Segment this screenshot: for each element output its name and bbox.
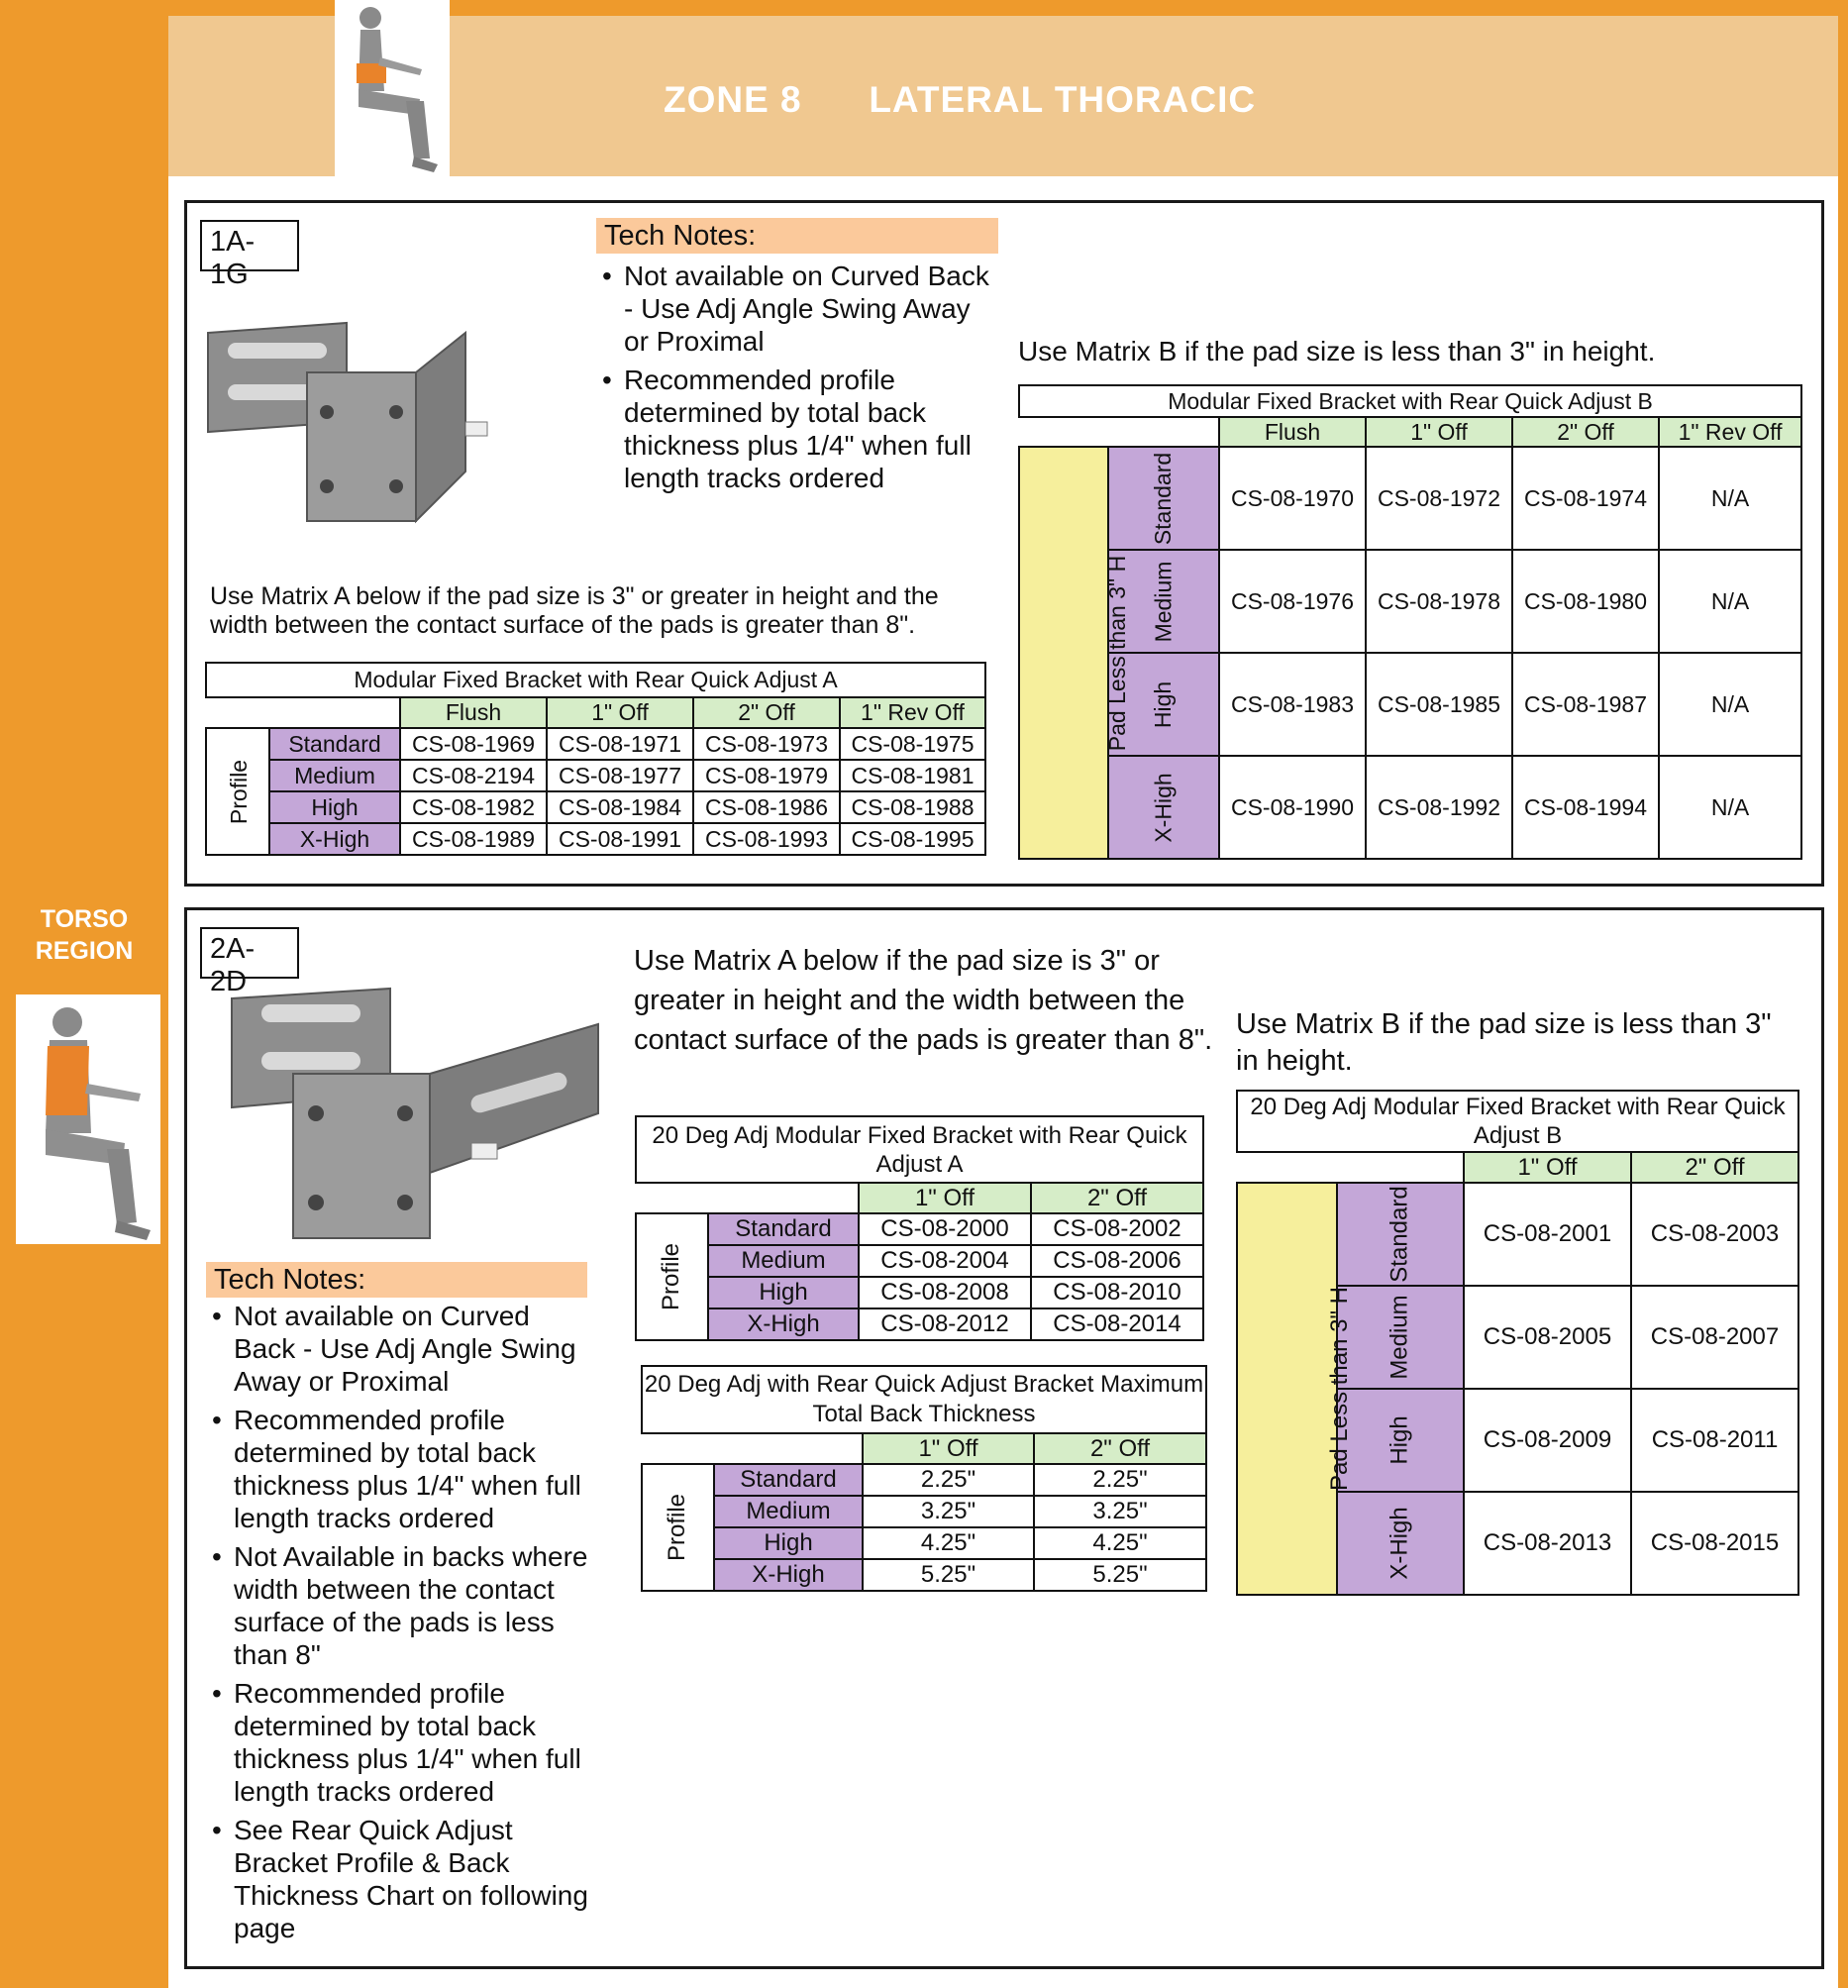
table-title: 20 Deg Adj with Rear Quick Adjust Bracket Maximum Total Back Thickness <box>642 1366 1206 1433</box>
matrix-title: 20 Deg Adj Modular Fixed Bracket with Rear Quick Adjust B <box>1237 1091 1798 1152</box>
tech-note: • Not available on Curved Back - Use Adj Angle Swing Away or Proximal <box>212 1300 588 1398</box>
back-thickness-table <box>641 1365 1207 1592</box>
row-group-label: Pad Less than 3" H <box>1237 1183 1337 1595</box>
part-number-cell: CS-08-2000 <box>859 1213 1031 1245</box>
column-header: 1" Off <box>863 1433 1034 1464</box>
part-number-cell: CS-08-1991 <box>547 823 693 855</box>
row-group-label: Profile <box>642 1464 714 1591</box>
part-number-cell: CS-08-1982 <box>400 791 547 823</box>
bracket-image <box>222 975 618 1248</box>
row-group-label: Pad Less than 3" H <box>1019 447 1108 859</box>
part-number-cell: CS-08-1970 <box>1219 447 1366 550</box>
column-header: 2" Off <box>1034 1433 1206 1464</box>
part-number-cell: CS-08-1976 <box>1219 550 1366 653</box>
tech-notes-list <box>212 1300 588 1950</box>
matrix-b-table <box>1236 1090 1799 1596</box>
matrix-b-instruction: Use Matrix B if the pad size is less than 3" in height. <box>1236 1008 1772 1077</box>
matrix-b-instruction: Use Matrix B if the pad size is less than 3" in height. <box>1018 336 1656 366</box>
part-number-cell: CS-08-1977 <box>547 760 693 791</box>
part-number-cell: CS-08-1981 <box>840 760 985 791</box>
part-number-cell: CS-08-1984 <box>547 791 693 823</box>
column-header: 2" Off <box>1631 1152 1798 1183</box>
row-label: High <box>708 1277 859 1308</box>
part-number-cell: CS-08-2002 <box>1031 1213 1203 1245</box>
matrix-title: Modular Fixed Bracket with Rear Quick Adjust A <box>206 663 985 697</box>
part-number-cell: CS-08-1992 <box>1366 756 1512 859</box>
part-number-cell: CS-08-2008 <box>859 1277 1031 1308</box>
part-number-cell: CS-08-1972 <box>1366 447 1512 550</box>
column-header: 1" Off <box>1366 417 1512 447</box>
part-number-cell: CS-08-1985 <box>1366 653 1512 756</box>
part-number-cell: CS-08-2009 <box>1464 1389 1631 1492</box>
column-header: 1" Off <box>1464 1152 1631 1183</box>
row-label: Standard <box>269 728 400 760</box>
row-label: X-High <box>714 1559 863 1591</box>
torso-figure-icon <box>16 994 160 1244</box>
part-number-cell: CS-08-2001 <box>1464 1183 1631 1286</box>
row-label: Medium <box>1108 550 1219 653</box>
row-label: High <box>1108 653 1219 756</box>
part-number-cell: CS-08-1988 <box>840 791 985 823</box>
row-label: X-High <box>269 823 400 855</box>
bracket-image <box>198 313 495 531</box>
tech-notes-title: Tech Notes: <box>596 218 998 254</box>
thickness-cell: 3.25" <box>1034 1496 1206 1527</box>
row-label: Standard <box>708 1213 859 1245</box>
row-label: X-High <box>1337 1492 1464 1595</box>
part-number-cell: CS-08-2013 <box>1464 1492 1631 1595</box>
part-number-cell: CS-08-1993 <box>693 823 840 855</box>
part-number-cell: CS-08-1978 <box>1366 550 1512 653</box>
column-header: 2" Off <box>1512 417 1659 447</box>
thickness-cell: 5.25" <box>1034 1559 1206 1591</box>
tech-note: • See Rear Quick Adjust Bracket Profile & Back Thickness Chart on following page <box>212 1814 588 1944</box>
part-number-cell: N/A <box>1659 653 1801 756</box>
part-number-cell: CS-08-1983 <box>1219 653 1366 756</box>
part-number-cell: CS-08-2012 <box>859 1308 1031 1340</box>
part-number-cell: N/A <box>1659 447 1801 550</box>
matrix-a-table <box>635 1115 1204 1341</box>
row-group-label: Profile <box>636 1213 708 1340</box>
part-number-cell: CS-08-1987 <box>1512 653 1659 756</box>
column-header: Flush <box>400 697 547 728</box>
tech-note: • Recommended profile determined by total back thickness plus 1/4" when full length tracks ordered <box>602 364 998 494</box>
tech-note: • Recommended profile determined by total back thickness plus 1/4" when full length tracks ordered <box>212 1677 588 1808</box>
row-label: Medium <box>269 760 400 791</box>
part-number-cell: CS-08-1975 <box>840 728 985 760</box>
part-number-cell: CS-08-2003 <box>1631 1183 1798 1286</box>
part-number-cell: CS-08-2014 <box>1031 1308 1203 1340</box>
column-header: Flush <box>1219 417 1366 447</box>
section-id: 2A-2D <box>200 927 299 979</box>
part-number-cell: CS-08-1969 <box>400 728 547 760</box>
tech-note: • Not available on Curved Back - Use Adj Angle Swing Away or Proximal <box>602 260 998 358</box>
part-number-cell: CS-08-1974 <box>1512 447 1659 550</box>
row-label: Standard <box>714 1464 863 1496</box>
part-number-cell: CS-08-2005 <box>1464 1286 1631 1389</box>
row-label: Standard <box>1337 1183 1464 1286</box>
part-number-cell: CS-08-2011 <box>1631 1389 1798 1492</box>
column-header: 2" Off <box>693 697 840 728</box>
seated-figure-icon <box>335 0 450 176</box>
tech-notes-list <box>602 260 998 500</box>
column-header: 1" Rev Off <box>1659 417 1801 447</box>
row-label: X-High <box>1108 756 1219 859</box>
row-group-label: Profile <box>206 728 269 855</box>
part-number-cell: CS-08-1986 <box>693 791 840 823</box>
matrix-a-instruction: Use Matrix A below if the pad size is 3" or greater in height and the width between the contact surface of the pads is greater than 8". <box>210 582 939 639</box>
part-number-cell: CS-08-1979 <box>693 760 840 791</box>
section-id: 1A-1G <box>200 220 299 271</box>
column-header: 2" Off <box>1031 1183 1203 1213</box>
row-label: Medium <box>708 1245 859 1277</box>
part-number-cell: N/A <box>1659 550 1801 653</box>
thickness-cell: 5.25" <box>863 1559 1034 1591</box>
matrix-a-instruction: Use Matrix A below if the pad size is 3" or greater in height and the width between the contact surface of the pads is greater than 8". <box>634 945 1213 1056</box>
row-label: Medium <box>714 1496 863 1527</box>
part-number-cell: CS-08-2007 <box>1631 1286 1798 1389</box>
column-header: 1" Off <box>859 1183 1031 1213</box>
part-number-cell: CS-08-1980 <box>1512 550 1659 653</box>
thickness-cell: 2.25" <box>863 1464 1034 1496</box>
row-label: X-High <box>708 1308 859 1340</box>
part-number-cell: CS-08-2194 <box>400 760 547 791</box>
part-number-cell: N/A <box>1659 756 1801 859</box>
zone-title: ZONE 8 LATERAL THORACIC <box>664 79 1257 120</box>
thickness-cell: 2.25" <box>1034 1464 1206 1496</box>
matrix-title: 20 Deg Adj Modular Fixed Bracket with Rear Quick Adjust A <box>636 1116 1203 1183</box>
part-number-cell: CS-08-2015 <box>1631 1492 1798 1595</box>
part-number-cell: CS-08-2004 <box>859 1245 1031 1277</box>
thickness-cell: 4.25" <box>1034 1527 1206 1559</box>
part-number-cell: CS-08-1973 <box>693 728 840 760</box>
part-number-cell: CS-08-2006 <box>1031 1245 1203 1277</box>
column-header: 1" Rev Off <box>840 697 985 728</box>
row-label: Medium <box>1337 1286 1464 1389</box>
matrix-a-table <box>205 662 986 856</box>
part-number-cell: CS-08-1989 <box>400 823 547 855</box>
row-label: High <box>269 791 400 823</box>
tech-notes-title: Tech Notes: <box>206 1262 587 1298</box>
part-number-cell: CS-08-2010 <box>1031 1277 1203 1308</box>
part-number-cell: CS-08-1995 <box>840 823 985 855</box>
region-label: TORSO REGION <box>35 905 134 965</box>
thickness-cell: 3.25" <box>863 1496 1034 1527</box>
tech-note: • Not Available in backs where width between the contact surface of the pads is less than 8" <box>212 1540 588 1671</box>
row-label: Standard <box>1108 447 1219 550</box>
matrix-title: Modular Fixed Bracket with Rear Quick Adjust B <box>1019 385 1801 417</box>
tech-note: • Recommended profile determined by total back thickness plus 1/4" when full length tracks ordered <box>212 1404 588 1534</box>
column-header: 1" Off <box>547 697 693 728</box>
part-number-cell: CS-08-1971 <box>547 728 693 760</box>
part-number-cell: CS-08-1994 <box>1512 756 1659 859</box>
row-label: High <box>714 1527 863 1559</box>
row-label: High <box>1337 1389 1464 1492</box>
thickness-cell: 4.25" <box>863 1527 1034 1559</box>
matrix-b-table <box>1018 384 1802 860</box>
part-number-cell: CS-08-1990 <box>1219 756 1366 859</box>
